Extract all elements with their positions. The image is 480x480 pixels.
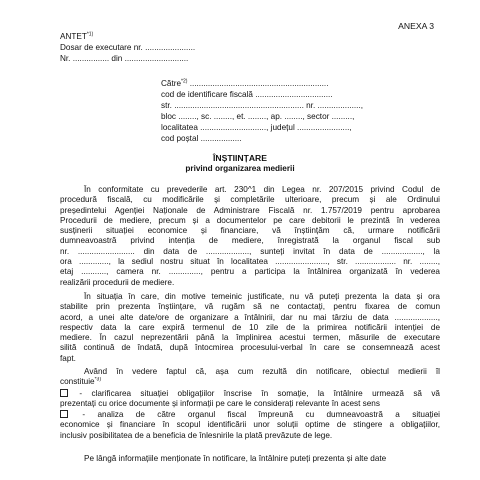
- recipient-to-line: [161, 79, 363, 90]
- paragraph-line: [60, 377, 440, 387]
- checklist-line: [60, 410, 440, 420]
- document-subtitle: privind organizarea medierii: [185, 164, 295, 173]
- checklist-line: economice și financiare în scopul identificării unor soluții optime de stingere a obligațiilor,: [60, 420, 440, 430]
- recipient-footnote-ref: *2): [181, 78, 188, 85]
- paragraph-line: Pe lângă informațiile menționate în notificare, la întâlnire puteți prezenta și alte date: [84, 454, 387, 463]
- recipient-to-label: Către: [161, 79, 182, 88]
- recipient-postal-code: cod poștal ..................: [161, 134, 242, 143]
- checklist-line-text: - analiza de către organul fiscal împreună cu dumneavoastră a situației: [70, 410, 440, 419]
- recipient-street: str. ......................................................... nr. ...................,: [161, 101, 363, 110]
- antet-footnote-ref: *1): [86, 31, 94, 38]
- paragraph-line: președintelui Agenției Naționale de Administrare Fiscală nr. 1.757/2019 pentru aprobarea: [60, 205, 440, 215]
- paragraph-line: etaj ..........., camera nr. .............., pentru a participa la întâlnirea organizată în vederea: [60, 267, 440, 277]
- antet-label: ANTET: [60, 32, 87, 41]
- dosar-line: Dosar de executare nr. ......................: [60, 43, 196, 52]
- paragraph-line: realizării procedurii de mediere.: [60, 277, 175, 287]
- recipient-building: bloc ........, sc. ........, et. ........, ap. ........, sector .........,: [161, 112, 355, 121]
- recipient-locality: localitatea ............................., județul .......................,: [161, 123, 352, 132]
- nr-line: Nr. ................ din ............................: [60, 54, 189, 63]
- paragraph-line: acord, a unei alte date/ore de organizare a întâlnirii, dar nu mai târziu de data ...................,: [60, 312, 440, 322]
- document-title: ÎNȘTIINȚARE: [213, 153, 267, 163]
- checklist-line-text: - clarificarea situației obligațiilor înscrise în somație, la întâlnire urmează să vă: [70, 389, 440, 398]
- paragraph-line: În situația în care, din motive temeinic justificate, nu vă puteți prezenta la data și ora: [84, 292, 440, 301]
- checklist-item-analysis: [60, 410, 440, 441]
- paragraph-additional-info: [60, 454, 440, 464]
- checklist-line: [60, 389, 440, 399]
- paragraph-line: fapt.: [60, 353, 76, 363]
- paragraph-legal-basis: [60, 185, 440, 288]
- paragraph-line: dumneavoastră privind intenția de mediere, înregistrată la organul fiscal sub: [60, 236, 440, 246]
- paragraph-line: susținerii situației economice și financiare, vă înștiințăm că, urmare notificării: [60, 226, 440, 236]
- paragraph-line: Procedurii de mediere, precum și a documentelor pe care debitorii le prezintă în vederea: [60, 215, 440, 225]
- paragraph-line: stabilite prin prezenta înștiințare, vă rugăm să ne contactați, pentru fixarea de comun: [60, 302, 440, 312]
- paragraph-line: respectiv data la care expiră termenul de 10 zile de la primirea notificării intenției de: [60, 322, 440, 332]
- paragraph-mediation-object: [60, 367, 440, 388]
- paragraph-line-text: constituie: [60, 377, 95, 387]
- paragraph-line: silită continuă de îndată, după întocmirea procesului-verbal în care se consemnează acest: [60, 343, 440, 353]
- checklist-line: inclusiv posibilitatea de a beneficia de înlesnirile la plată prevăzute de lege.: [60, 430, 333, 440]
- checklist-line: prezentați cu orice documente și informații pe care le considerați relevante în acest sens: [60, 399, 380, 409]
- analysis-checkbox[interactable]: [60, 410, 68, 418]
- annex-label: ANEXA 3: [398, 21, 434, 31]
- checklist-item-clarification: [60, 389, 440, 410]
- mediation-footnote-ref: *3): [94, 377, 101, 383]
- paragraph-reschedule: [60, 292, 440, 364]
- paragraph-line: nr. ......................... din data de ..................., sunteți invitat în data de .................., la: [60, 246, 440, 256]
- paragraph-line: Având în vedere faptul că, așa cum rezultă din notificare, obiectul medierii îl: [84, 367, 440, 376]
- recipient-block: [161, 79, 363, 145]
- document-header: [60, 32, 195, 65]
- paragraph-line: mediere. În cazul neprezentării până la împlinirea acestui termen, măsurile de executare: [60, 333, 440, 343]
- paragraph-line: ora ............., la sediul nostru situat în localitatea ......................., str. .................. nr. ........,: [60, 257, 440, 267]
- clarification-checkbox[interactable]: [60, 389, 68, 397]
- paragraph-line: În conformitate cu prevederile art. 230^1 din Legea nr. 207/2015 privind Codul de: [84, 185, 440, 194]
- antet-line: [60, 32, 195, 43]
- recipient-to-dots: .............................................................: [187, 79, 329, 88]
- recipient-fiscal-code: cod de identificare fiscală ..................................: [161, 90, 333, 99]
- paragraph-line: procedură fiscală, cu modificările și completările ulterioare, precum și ale Ordinului: [60, 195, 440, 205]
